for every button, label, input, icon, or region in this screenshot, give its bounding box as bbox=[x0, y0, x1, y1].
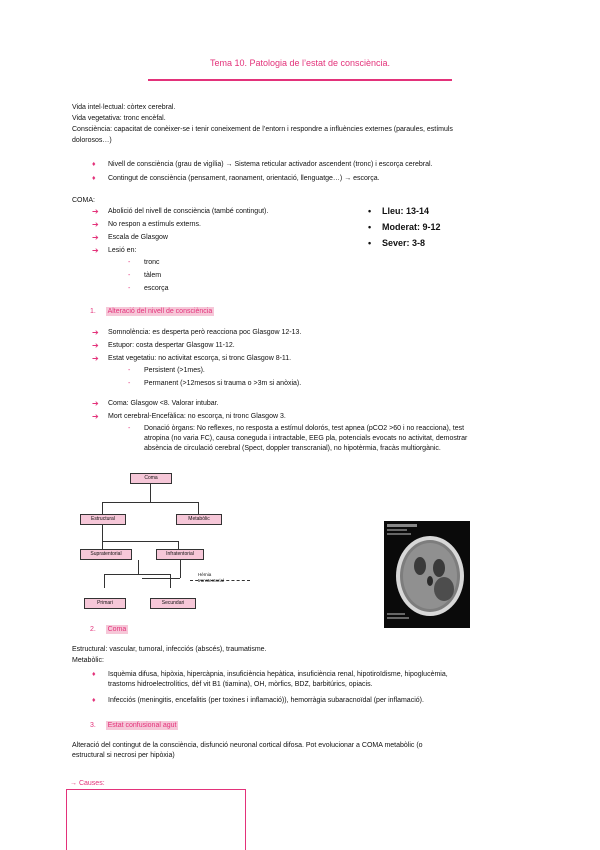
diagram-node-coma: Coma bbox=[130, 473, 172, 484]
brain-ct-icon bbox=[384, 521, 470, 628]
section-heading-2: 2. Coma bbox=[90, 626, 127, 633]
arrow-icon: ➔ bbox=[92, 341, 99, 350]
dash-icon: - bbox=[128, 272, 131, 279]
coma-item: ➔ No respon a estímuls externs. bbox=[92, 220, 201, 229]
section1-item: ➔ Mort cerebral-Encefàlica: no escorça, ni tronc Glasgow 3. bbox=[92, 412, 286, 421]
organ-donation: - Donació òrgans: No reflexes, no resposta a estímul dolorós, test apnea (pCO2 >60 i no reacciona), test atropina (no varia FC), causa coneguda i intractable, EEG pla, potencials evocats no activitat, demostrar absència de circulació cerebral (Spect, doppler transcranial), no hipotèrmia, fracàs multiorgànic. bbox=[128, 425, 468, 452]
diagram-node-structural: Estructural bbox=[80, 514, 126, 525]
infection-causes: ♦ Infecciós (meningitis, encefalitis (per toxines i inflamació)), hemorràgia subaracnoïdal (per inflamació). bbox=[92, 697, 424, 704]
bullet-icon: ♦ bbox=[92, 175, 96, 182]
section1-item: ➔ Estat vegetatiu: no activitat escorça, si tronc Glasgow 8-11. bbox=[92, 354, 292, 363]
dash-icon: - bbox=[128, 285, 131, 292]
bullet-icon: ♦ bbox=[92, 671, 96, 678]
intro-line-3b: dolorosos…) bbox=[72, 137, 112, 144]
arrow-icon: ➔ bbox=[92, 399, 99, 408]
arrow-icon: ➔ bbox=[92, 354, 99, 363]
level-item bbox=[92, 160, 432, 170]
section3-text: Alteració del contingut de la consciència, disfunció neuronal cortical difosa. Pot evolucionar a COMA metabòlic (o estructural si necrosi per hipòxia) bbox=[72, 742, 423, 759]
diagram-label-hernia: Hèrnia transtentorial bbox=[198, 572, 225, 583]
arrow-icon: ➔ bbox=[92, 246, 99, 255]
arrow-icon: ➔ bbox=[92, 207, 99, 216]
bullet-icon: ♦ bbox=[92, 161, 96, 168]
diagram-node-infratentorial: Infratentorial bbox=[156, 549, 204, 560]
dash-icon: - bbox=[128, 425, 131, 432]
causes-box bbox=[66, 789, 246, 850]
vegetative-sub-item: - Permanent (>12mesos si trauma o >3m si anòxia). bbox=[128, 380, 302, 387]
bullet-icon: • bbox=[368, 206, 372, 216]
page-title: Tema 10. Patologia de l’estat de consciència. bbox=[209, 58, 391, 68]
section1-item: ➔ Coma: Glasgow <8. Valorar intubar. bbox=[92, 399, 219, 408]
dash-icon: - bbox=[128, 259, 131, 266]
level-item bbox=[92, 174, 380, 184]
lesion-item: - escorça bbox=[128, 285, 169, 292]
coma-heading: COMA: bbox=[72, 197, 95, 204]
causes-label: → Causes: bbox=[70, 780, 105, 787]
metabolic-causes: ♦ Isquèmia difusa, hipòxia, hipercàpnia, insuficiència hepàtica, insuficiència renal, hipotiroïdisme, hipoglucèmia, trastorns hidroelectrolítics, dèf vit B1 (tiamina), OH, mòrfics, BDZ, barbitúrics, opiacis. bbox=[92, 671, 448, 688]
dash-icon: - bbox=[128, 380, 131, 387]
diagram-node-primary: Primari bbox=[84, 598, 126, 609]
dash-icon: - bbox=[128, 367, 131, 374]
coma-classification-diagram bbox=[80, 470, 260, 615]
section1-item: ➔ Somnolència: es desperta però reacciona poc Glasgow 12-13. bbox=[92, 328, 302, 337]
level-text: Contingut de consciència (pensament, raonament, orientació, llenguatge…) → escorça. bbox=[108, 175, 380, 182]
section-heading-3: 3. Estat confusional agut bbox=[90, 722, 177, 729]
metabolic-heading: Metabòlic: bbox=[72, 657, 104, 664]
section1-item: ➔ Estupor: costa despertar Glasgow 11-12. bbox=[92, 341, 235, 350]
title-underline bbox=[148, 79, 452, 81]
structural-causes: Estructural: vascular, tumoral, infecciós (abscés), traumatisme. bbox=[72, 646, 267, 653]
severity-item: • Lleu: 13-14 bbox=[368, 203, 441, 219]
vegetative-sub-item: - Persistent (>1mes). bbox=[128, 367, 205, 374]
brain-ct-scan-image bbox=[384, 521, 470, 628]
level-text: Nivell de consciència (grau de vigília) → Sistema reticular activador ascendent (tronc) i escorça cerebral. bbox=[108, 161, 433, 168]
diagram-node-secondary: Secundari bbox=[150, 598, 196, 609]
lesion-item: - tronc bbox=[128, 259, 160, 266]
arrow-icon: ➔ bbox=[92, 328, 99, 337]
diagram-node-metabolic: Metabòlic bbox=[176, 514, 222, 525]
intro-line-1: Vida intel·lectual: còrtex cerebral. bbox=[72, 104, 176, 111]
coma-item: ➔ Abolició del nivell de consciència (també contingut). bbox=[92, 207, 269, 216]
severity-item: • Sever: 3-8 bbox=[368, 235, 441, 251]
coma-item: ➔ Lesió en: bbox=[92, 246, 137, 255]
lesion-item: - tàlem bbox=[128, 272, 162, 279]
bullet-icon: • bbox=[368, 222, 372, 232]
bullet-icon: • bbox=[368, 238, 372, 248]
arrow-icon: ➔ bbox=[92, 412, 99, 421]
arrow-icon: ➔ bbox=[92, 220, 99, 229]
coma-item: ➔ Escala de Glasgow bbox=[92, 233, 168, 242]
severity-item: • Moderat: 9-12 bbox=[368, 219, 441, 235]
section-heading-1: 1. Alteració del nivell de consciència bbox=[90, 308, 213, 315]
severity-list bbox=[368, 203, 441, 251]
arrow-icon: → bbox=[70, 780, 77, 787]
bullet-icon: ♦ bbox=[92, 697, 96, 704]
diagram-node-supratentorial: Supratentorial bbox=[80, 549, 132, 560]
intro-line-3a: Consciència: capacitat de conèixer-se i tenir coneixement de l’entorn i respondre a influències externes (paraules, estímuls bbox=[72, 126, 453, 133]
intro-line-2: Vida vegetativa: tronc encèfal. bbox=[72, 115, 166, 122]
arrow-icon: ➔ bbox=[92, 233, 99, 242]
